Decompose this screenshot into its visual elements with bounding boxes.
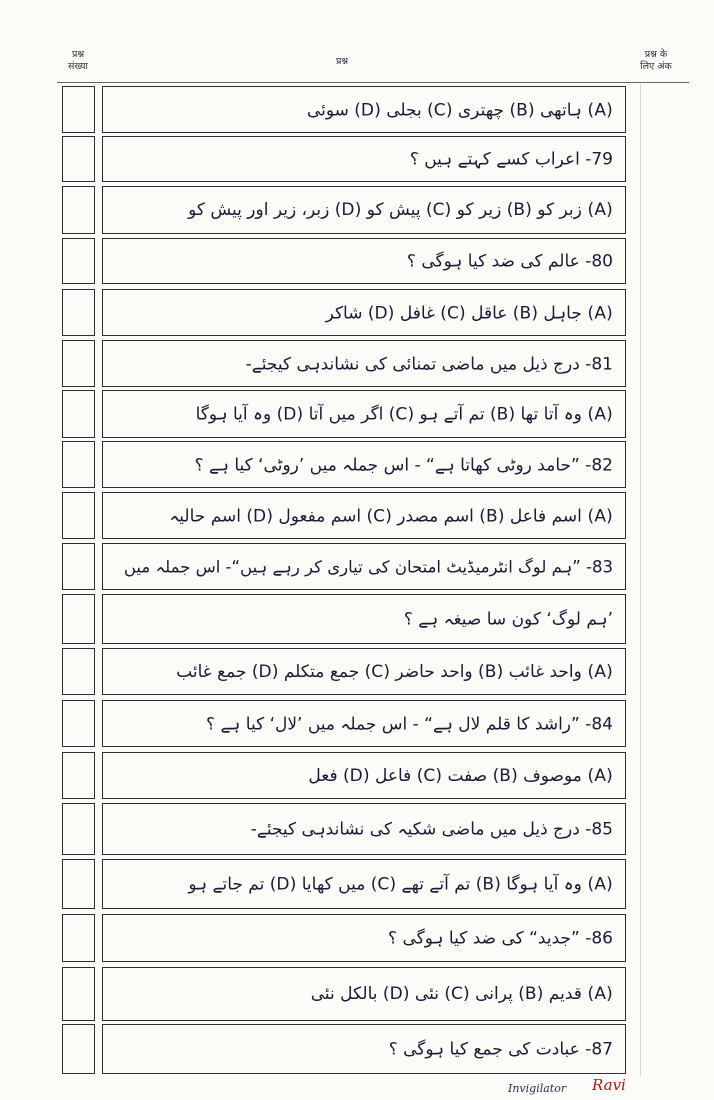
question-row [0,752,714,799]
header-question-label [322,56,362,68]
question-text: ’ہم لوگ‘ کون سا صیغہ ہے ؟ [403,609,613,630]
question-box [102,803,626,855]
question-text: (A) موصوف (B) صفت (C) فاعل (D) فعل [308,765,613,786]
question-box [102,594,626,644]
question-row [0,1024,714,1074]
question-row [0,543,714,590]
question-row [0,441,714,488]
question-row [0,594,714,644]
question-number-box [62,390,95,438]
question-box [102,441,626,488]
question-row [0,914,714,962]
signature: Ravi [592,1076,626,1094]
question-text: (A) قدیم (B) پرانی (C) نئی (D) بالکل نئی [310,984,613,1004]
question-box [102,238,626,284]
header-middle-text: प्रश्न [335,56,349,67]
question-text: 85- درج ذیل میں ماضی شکیہ کی نشاندہی کیجئے- [250,819,613,840]
question-row [0,186,714,234]
question-box [102,967,626,1021]
question-number-box [62,492,95,539]
question-box [102,648,626,695]
question-number-box [62,803,95,855]
question-number-box [62,1024,95,1074]
question-box [102,1024,626,1074]
header-divider [57,82,689,83]
question-text: 83- ”ہم لوگ انٹرمیڈیٹ امتحان کی تیاری کر رہے ہیں“- اس جملہ میں [123,557,613,576]
question-text: 80- عالم کی ضد کیا ہوگی ؟ [406,251,613,272]
question-number-box [62,967,95,1021]
question-row [0,700,714,747]
question-text: (A) زبر کو (B) زیر کو (C) پیش کو (D) زبر، زیر اور پیش کو [188,200,613,220]
question-text: (A) واحد غائب (B) واحد حاضر (C) جمع متکلم (D) جمع غائب [176,661,613,682]
question-number-box [62,594,95,644]
question-number-box [62,340,95,387]
question-box [102,136,626,182]
question-text: 87- عبادت کی جمع کیا ہوگی ؟ [388,1039,613,1060]
question-number-box [62,914,95,962]
question-box [102,390,626,438]
question-box [102,492,626,539]
question-row [0,803,714,855]
question-box [102,86,626,133]
question-text: 81- درج ذیل میں ماضی تمنائی کی نشاندہی کیجئے- [245,354,613,374]
question-text: (A) وہ آتا تھا (B) تم آتے ہو (C) اگر میں آتا (D) وہ آیا ہوگا [195,404,613,425]
question-row [0,648,714,695]
question-number-box [62,136,95,182]
question-number-box [62,700,95,747]
question-box [102,186,626,234]
question-number-box [62,86,95,133]
question-number-box [62,543,95,590]
header-left-line-2: संख्या [68,61,88,72]
question-row [0,136,714,182]
question-number-box [62,752,95,799]
question-text: 86- ”جدید“ کی ضد کیا ہوگی ؟ [388,928,613,949]
header-right-line-1: प्रश्न के [644,49,668,60]
question-box [102,543,626,590]
question-row [0,390,714,438]
question-box [102,859,626,909]
question-row [0,967,714,1021]
question-text: 84- ”راشد کا قلم لال ہے“ - اس جملہ میں ’لال‘ کیا ہے ؟ [206,714,613,734]
question-number-box [62,238,95,284]
question-row [0,289,714,336]
question-box [102,914,626,962]
question-row [0,492,714,539]
header-left-line-1: प्रश्न [71,49,85,60]
question-box [102,340,626,387]
question-number-box [62,441,95,488]
question-row [0,859,714,909]
question-number-box [62,648,95,695]
question-text: (A) اسم فاعل (B) اسم مصدر (C) اسم مفعول (D) اسم حالیہ [169,506,613,526]
question-number-box [62,859,95,909]
question-text: (A) جاہل (B) عاقل (C) غافل (D) شاکر [325,303,613,323]
question-box [102,700,626,747]
header-right-line-2: लिए अंक [640,61,672,72]
question-number-box [62,186,95,234]
question-text: 79- اعراب کسے کہتے ہیں ؟ [409,149,613,170]
question-text: (A) وہ آیا ہوگا (B) تم آتے تھے (C) میں کھایا (D) تم جاتے ہو [188,874,613,895]
question-number-box [62,289,95,336]
invigilator-note: Invigilator [508,1082,567,1095]
question-row [0,340,714,387]
header-question-number-label [62,49,94,73]
question-row [0,238,714,284]
question-text: 82- ”حامد روٹی کھاتا ہے“ - اس جملہ میں ’روٹی‘ کیا ہے ؟ [194,455,613,475]
header-marks-label [636,49,676,73]
question-text: (A) ہاتھی (B) چھتری (C) بجلی (D) سوئی [306,100,613,120]
question-box [102,289,626,336]
question-row [0,86,714,133]
question-box [102,752,626,799]
